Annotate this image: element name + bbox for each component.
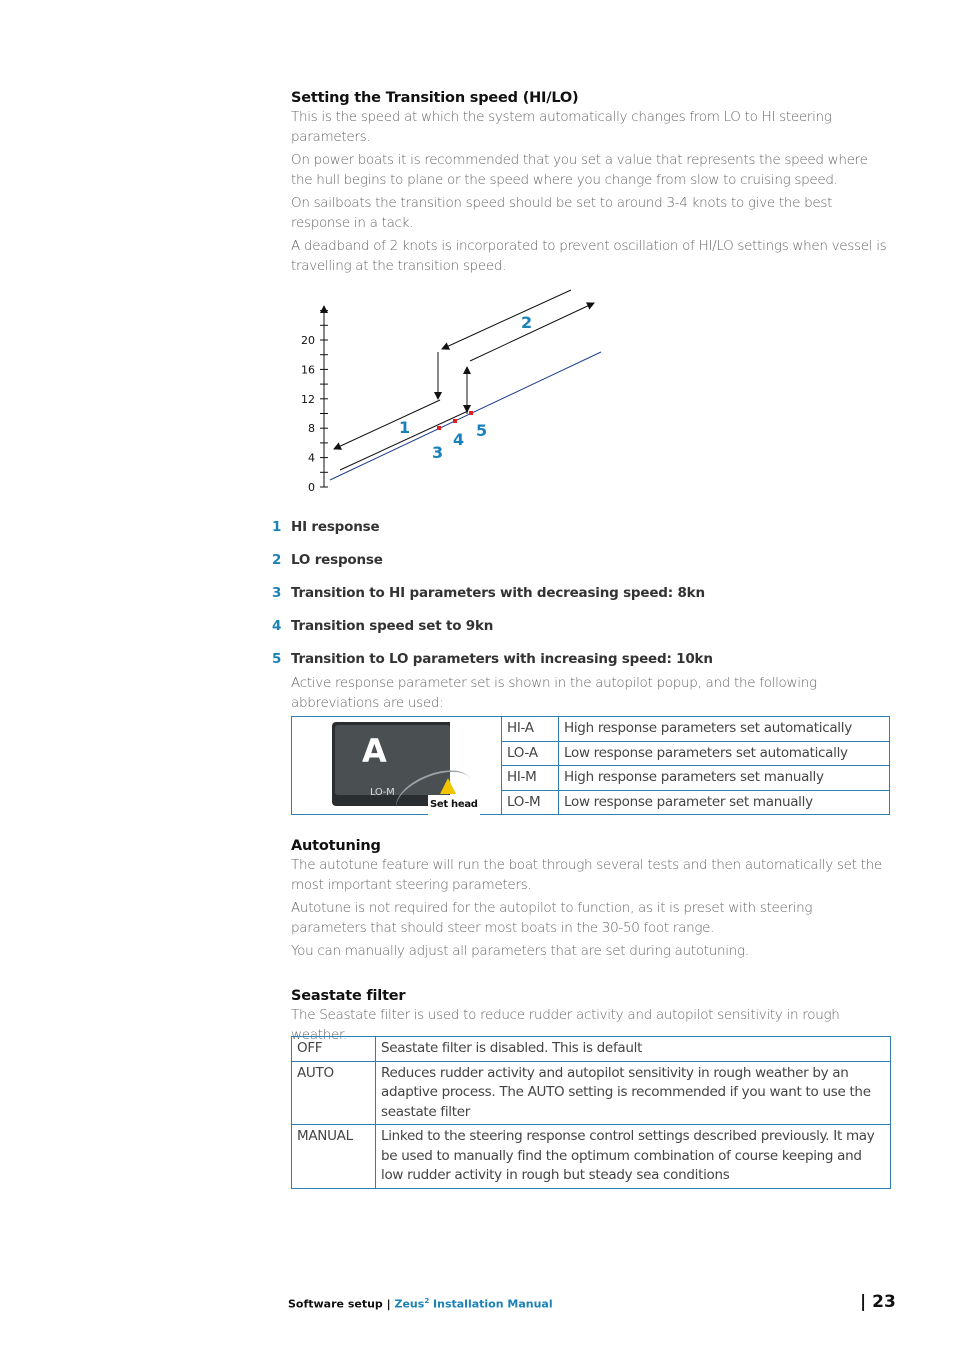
autotuning-heading: Autotuning: [291, 838, 381, 854]
popup-image-cell: [292, 717, 502, 815]
legend-item-4: [272, 618, 493, 634]
lo-response-arrow-left: [442, 290, 571, 349]
abbreviation-table: [291, 716, 890, 815]
footer-section: Software setup |: [288, 1297, 395, 1311]
legend-num-2: 2: [272, 552, 282, 568]
autotuning-paragraph-1: The autotune feature will run the boat through several tests and then automatically set the most important steering parameters.: [291, 857, 882, 893]
popup-mode-label: LO-M: [370, 787, 395, 798]
page-number: | 23: [860, 1292, 896, 1312]
y-tick-label: 16: [301, 363, 315, 377]
autotuning-section: [291, 838, 891, 966]
legend-text-3: Transition to HI parameters with decreasing speed: 8kn: [291, 585, 705, 601]
seastate-code: OFF: [292, 1037, 376, 1062]
marker-3: [437, 426, 441, 430]
legend-num-1: 1: [272, 519, 282, 535]
abbrev-code: LO-A: [502, 741, 559, 766]
y-tick-label: 4: [308, 451, 315, 465]
speed-line: [330, 352, 601, 480]
seastate-code: MANUAL: [292, 1125, 376, 1189]
abbrev-desc: Low response parameter set manually: [559, 790, 890, 815]
abbrev-code: LO-M: [502, 790, 559, 815]
abbrev-desc: High response parameters set automatically: [559, 717, 890, 742]
legend-item-2: [272, 552, 383, 568]
legend-text-5: Transition to LO parameters with increasing speed: 10kn: [291, 651, 713, 667]
footer-product-sup: 2: [424, 1297, 430, 1305]
transition-paragraph-2: On power boats it is recommended that you set a value that represents the speed where the hull begins to plane or the speed where you change from slow to cruising speed.: [291, 152, 868, 188]
seastate-desc: Reduces rudder activity and autopilot sensitivity in rough weather by an adaptive process. The AUTO setting is recommended if you want to use the seastate filter: [376, 1061, 891, 1125]
lo-response-arrow-right: [470, 303, 594, 361]
seastate-desc: Linked to the steering response control settings described previously. It may be used to manually find the optimum combination of course keeping and low rudder activity in rough but steady sea conditions: [376, 1125, 891, 1189]
legend-text-1: HI response: [291, 519, 380, 535]
marker-4: [453, 419, 457, 423]
callout-3: 3: [432, 443, 444, 462]
table-row: [292, 717, 890, 742]
transition-paragraph-1: This is the speed at which the system automatically changes from LO to HI steering parameters.: [291, 109, 832, 145]
y-tick-label: 12: [301, 392, 315, 406]
transition-heading: Setting the Transition speed (HI/LO): [291, 90, 579, 106]
seastate-intro: The Seastate filter is used to reduce rudder activity and autopilot sensitivity in rough weather.: [291, 1007, 840, 1043]
callout-1: 1: [399, 418, 411, 437]
abbrev-intro-block: [291, 674, 891, 717]
legend-num-3: 3: [272, 585, 282, 601]
marker-5: [469, 411, 473, 415]
transition-section: [291, 90, 891, 280]
y-tick-label: 8: [308, 422, 315, 436]
legend-text-2: LO response: [291, 552, 383, 568]
footer-manual: Installation Manual: [429, 1297, 553, 1311]
legend-num-5: 5: [272, 651, 282, 667]
abbrev-intro: Active response parameter set is shown in the autopilot popup, and the following abbreviations are used:: [291, 675, 817, 711]
autotuning-paragraph-3: You can manually adjust all parameters that are set during autotuning.: [291, 943, 749, 959]
y-tick-label: 0: [308, 481, 315, 494]
y-tick-label: 20: [301, 334, 315, 347]
popup-set-label: Set head: [428, 795, 480, 815]
seastate-table: [291, 1036, 891, 1189]
popup-warning-icon: [440, 778, 456, 794]
transition-paragraph-3: On sailboats the transition speed should be set to around 3-4 knots to give the best response in a tack.: [291, 195, 833, 231]
footer-product: Zeus: [394, 1297, 425, 1311]
autotuning-paragraph-2: Autotune is not required for the autopilot to function, as it is preset with steering parameters that should steer most boats in the 30-50 foot range.: [291, 900, 813, 936]
legend-item-5: [272, 651, 713, 667]
legend-num-4: 4: [272, 618, 282, 634]
table-row: [292, 1061, 891, 1125]
seastate-desc: Seastate filter is disabled. This is default: [376, 1037, 891, 1062]
footer-section-label: [288, 1297, 553, 1311]
transition-diagram: [290, 290, 620, 500]
table-row: [292, 1125, 891, 1189]
autopilot-popup-image: [332, 722, 478, 810]
transition-paragraph-4: A deadband of 2 knots is incorporated to prevent oscillation of HI/LO settings when vessel is travelling at the transition speed.: [291, 238, 887, 274]
abbrev-desc: High response parameters set manually: [559, 766, 890, 791]
legend-item-1: [272, 519, 379, 535]
callout-4: 4: [453, 430, 465, 449]
legend-text-4: Transition speed set to 9kn: [291, 618, 494, 634]
seastate-heading: Seastate filter: [291, 988, 406, 1004]
callout-5: 5: [476, 421, 488, 440]
callout-2: 2: [521, 313, 533, 332]
popup-mode-letter: A: [362, 732, 387, 770]
seastate-code: AUTO: [292, 1061, 376, 1125]
abbrev-code: HI-M: [502, 766, 559, 791]
hi-response-arrow: [334, 400, 440, 449]
abbrev-code: HI-A: [502, 717, 559, 742]
table-row: [292, 1037, 891, 1062]
abbrev-desc: Low response parameters set automatically: [559, 741, 890, 766]
legend-item-3: [272, 585, 705, 601]
